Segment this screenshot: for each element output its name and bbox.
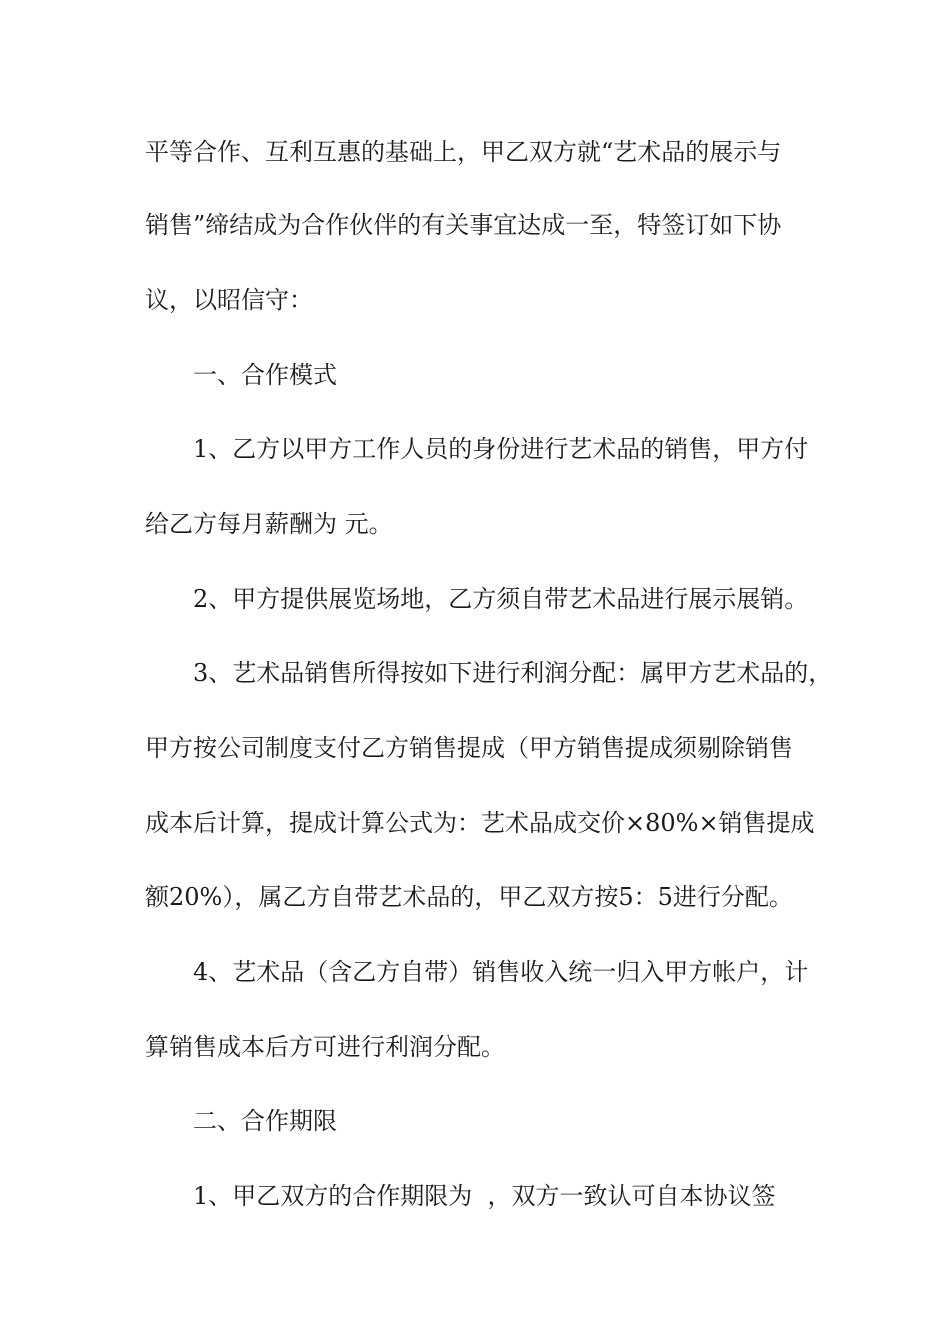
text-line: 额20%），属乙方自带艺术品的，甲乙双方按5：5进行分配。	[145, 883, 793, 911]
text-line: 议，以昭信守：	[145, 286, 313, 314]
text-line: 算销售成本后方可进行利润分配。	[145, 1033, 505, 1061]
text-line: 平等合作、互利互惠的基础上，甲乙双方就“艺术品的展示与	[145, 138, 782, 166]
text-line: 销售”缔结成为合作伙伴的有关事宜达成一至，特签订如下协	[145, 211, 782, 239]
text-line: 给乙方每月薪酬为 元。	[145, 510, 393, 538]
text-line: 1、乙方以甲方工作人员的身份进行艺术品的销售，甲方付	[193, 435, 809, 463]
text-line: 甲方按公司制度支付乙方销售提成（甲方销售提成须剔除销售	[145, 734, 793, 762]
text-line: 1、甲乙双方的合作期限为 ，双方一致认可自本协议签	[193, 1182, 776, 1210]
text-line: 2、甲方提供展览场地，乙方须自带艺术品进行展示展销。	[193, 585, 809, 613]
text-line: 4、艺术品（含乙方自带）销售收入统一归入甲方帐户，计	[193, 958, 809, 986]
text-line: 3、艺术品销售所得按如下进行利润分配：属甲方艺术品的，	[193, 659, 833, 687]
section-heading: 一、合作模式	[193, 361, 337, 389]
text-line: 成本后计算，提成计算公式为：艺术品成交价×80%×销售提成	[145, 809, 815, 837]
section-heading: 二、合作期限	[193, 1107, 337, 1135]
